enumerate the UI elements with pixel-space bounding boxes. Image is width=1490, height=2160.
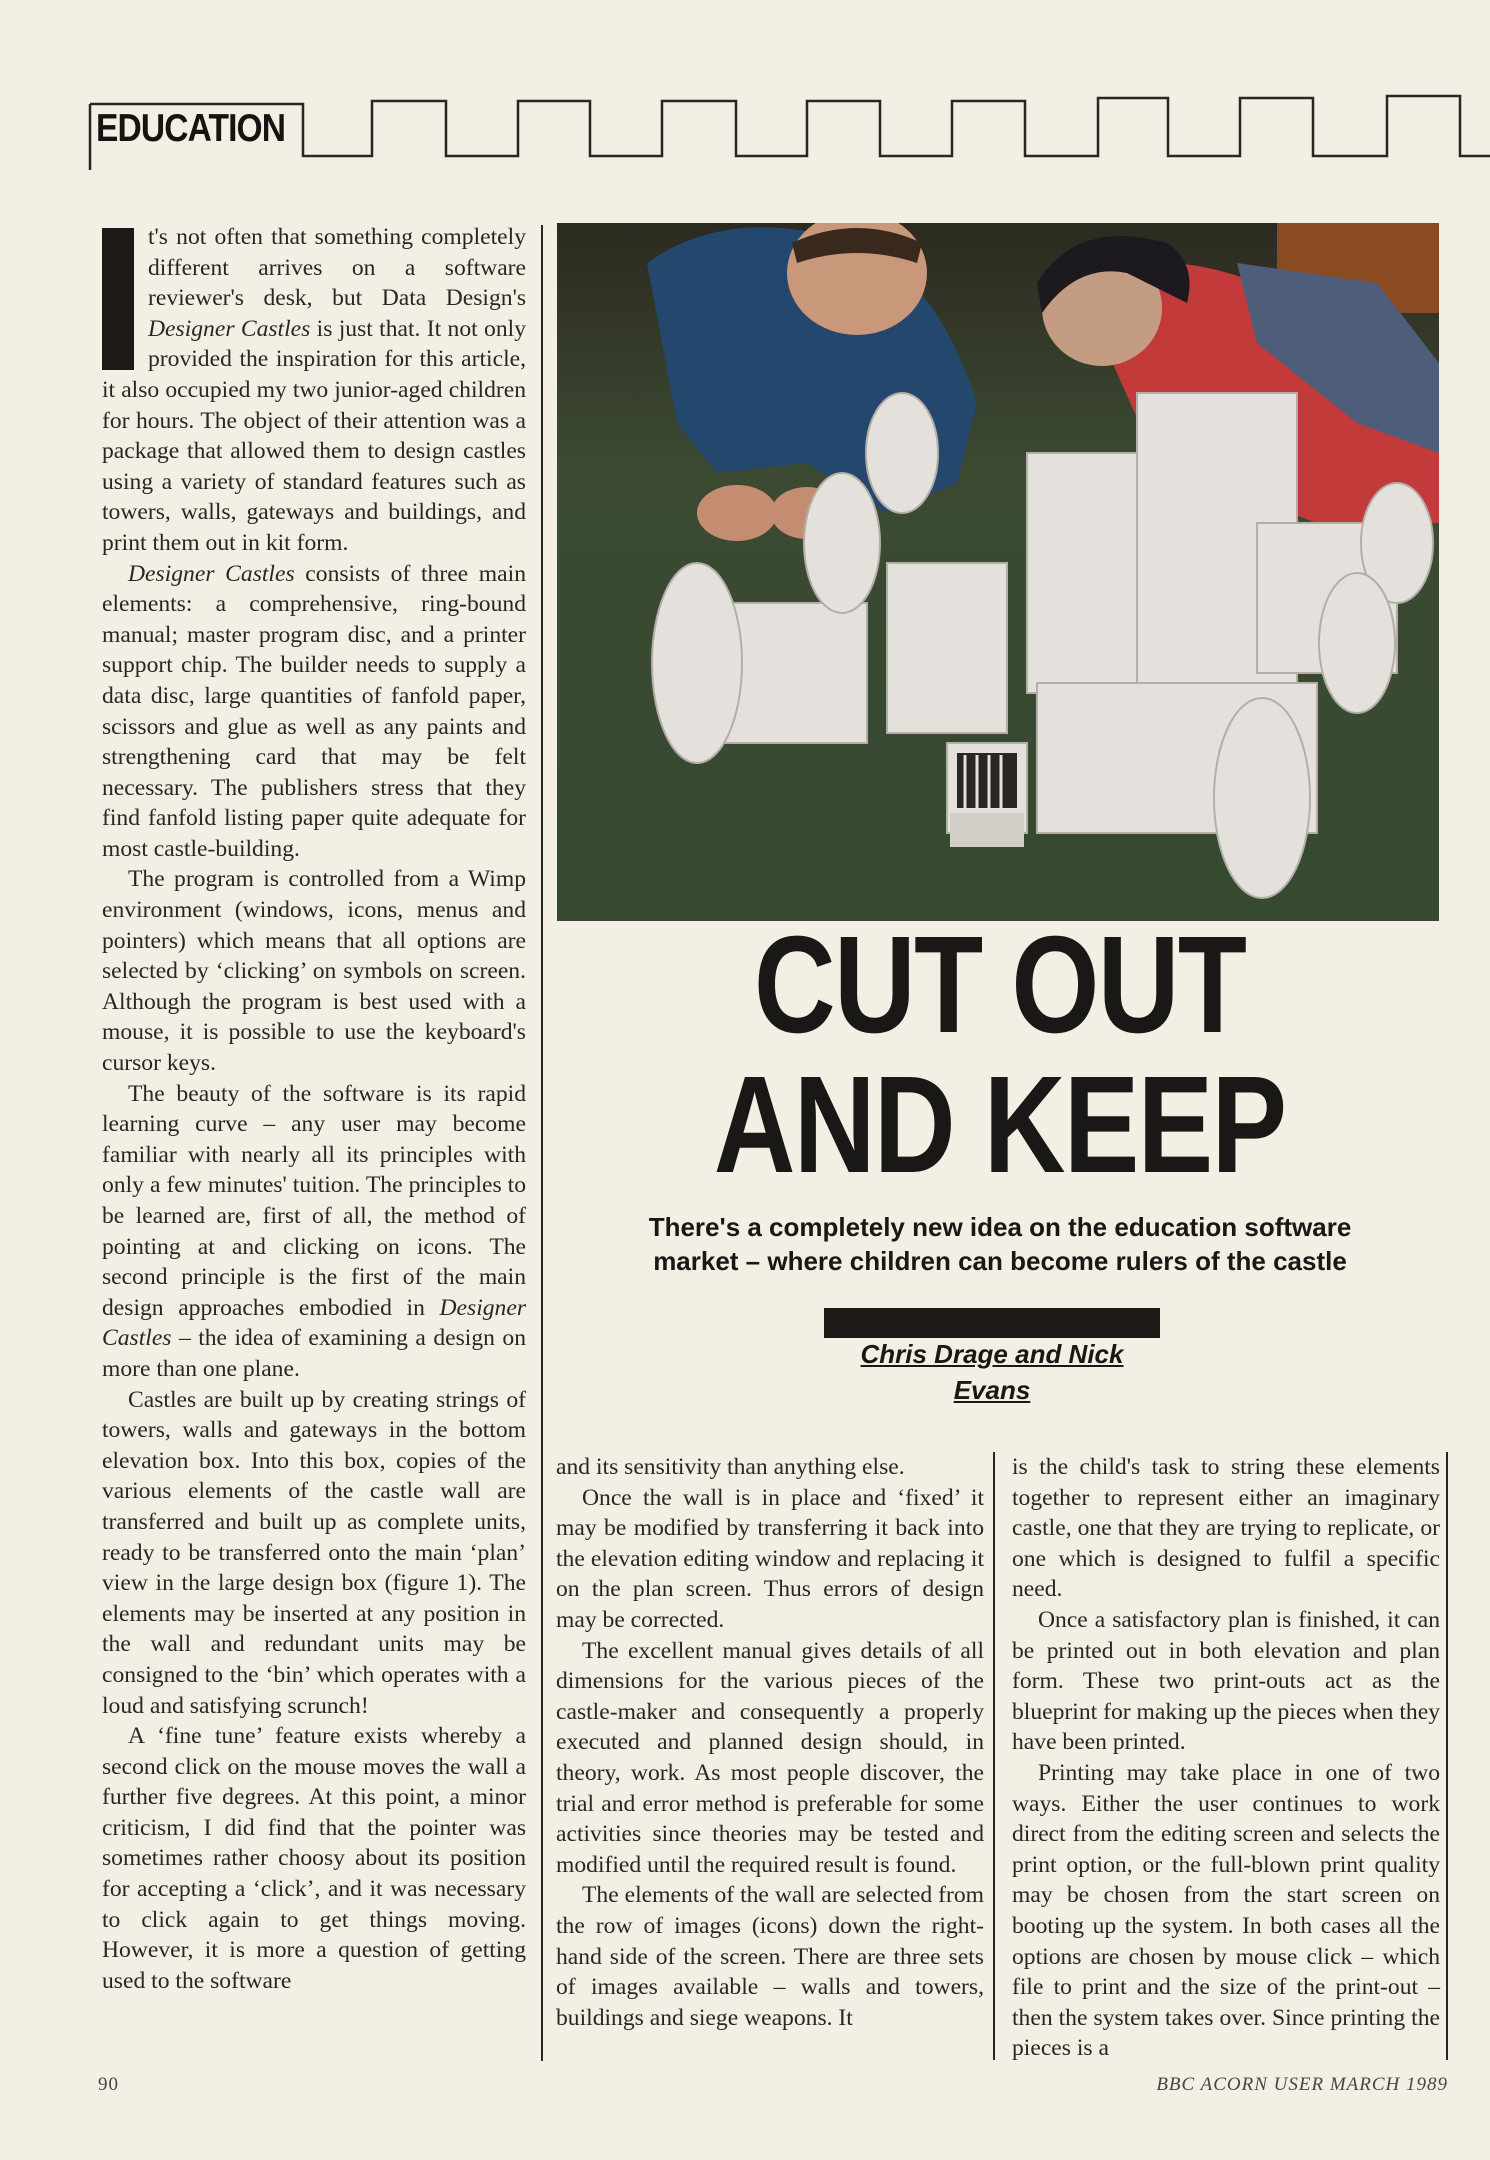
article-column-2 xyxy=(556,1452,984,2033)
paragraph: A ‘fine tune’ feature exists whereby a second click on the mouse moves the wall a further five degrees. At this point, a minor criticism, I did find that the pointer was sometimes rather choosy about its position for accepting a ‘click’, and it was necessary to click again to get things moving. However, it is more a question of getting used to the software xyxy=(102,1723,526,1994)
article-column-1 xyxy=(102,222,526,1996)
standfirst-line: market – where children can become rulers of the castle xyxy=(653,1246,1347,1276)
column-rule-left xyxy=(541,225,543,2061)
column-rule-right xyxy=(1446,1452,1448,2060)
publication-footer: BBC ACORN USER MARCH 1989 xyxy=(1156,2074,1448,2095)
product-title: Designer Castles xyxy=(102,1294,526,1352)
paragraph: The program is controlled from a Wimp environment (windows, icons, menus and pointers) which means that all options are selected by ‘clicking’ on symbols on screen. Although the program is best used with a mouse, it is possible to use the keyboard's cursor keys. xyxy=(102,866,526,1077)
paragraph: Once a satisfactory plan is finished, it can be printed out in both elevation and plan form. These two print-outs act as the blueprint for making up the pieces when they have been printed. xyxy=(1012,1606,1440,1756)
paragraph-text: The beauty of the software is its rapid learning curve – any user may become familiar with nearly all its principles with only a few minutes' tuition. The principles to be learned are, first of all, the method of pointing at and clicking on icons. The second principle is the first of the main design approaches embodied in xyxy=(102,1080,526,1321)
headline-line-1: CUT OUT xyxy=(754,908,1246,1062)
standfirst xyxy=(600,1210,1400,1278)
paragraph xyxy=(102,222,526,559)
page-number: 90 xyxy=(98,2074,119,2095)
paragraph: The excellent manual gives details of all dimensions for the various pieces of the castle-maker and consequently a properly executed and planned design should, in theory, work. As most people discover, the trial and error method is preferable for some activities since theories may be tested and modified until the required result is found. xyxy=(556,1637,984,1878)
paragraph xyxy=(102,559,526,865)
standfirst-line: There's a completely new idea on the education software xyxy=(648,1212,1352,1242)
paragraph-text: is just that. It not only provided the inspiration for this article, it also occupied my two junior-aged children for hours. The object of their attention was a package that allowed them to design castles using a variety of standard features such as towers, walls, gateways and buildings, and print them out in kit form. xyxy=(102,315,526,556)
product-title: Designer Castles xyxy=(128,560,295,587)
castle-model-photo xyxy=(557,223,1439,921)
paragraph: Castles are built up by creating strings of towers, walls and gateways in the bottom elevation box. Into this box, copies of the various elements of the castle wall are transferred and built up as complete units, ready to be transferred onto the main ‘plan’ view in the large design box (figure 1). The elements may be inserted at any position in the wall and redundant units may be consigned to the ‘bin’ which operates with a loud and satisfying scrunch! xyxy=(102,1386,526,1719)
headline-line-2: AND KEEP xyxy=(714,1048,1286,1202)
byline: Chris Drage and Nick Evans xyxy=(860,1339,1124,1405)
column-rule-middle xyxy=(993,1452,995,2060)
paragraph: is the child's task to string these elements together to represent either an imaginary castle, one that they are trying to replicate, or one which is designed to fulfil a specific need. xyxy=(1012,1454,1440,1603)
paragraph: Once the wall is in place and ‘fixed’ it may be modified by transferring it back into the elevation editing window and replacing it on the plan screen. Thus errors of design may be corrected. xyxy=(556,1484,984,1633)
paragraph-text: consists of three main elements: a comprehensive, ring-bound manual; master program disc, and a printer support chip. The builder needs to supply a data disc, large quantities of fanfold paper, scissors and glue as well as any paints and strengthening card that may be felt necessary. The publishers stress that they find fanfold listing paper quite adequate for most castle-building. xyxy=(102,560,526,862)
article-column-3 xyxy=(1012,1452,1440,2064)
paragraph: The elements of the wall are selected from the row of images (icons) down the right-hand side of the screen. There are three sets of images available – walls and towers, buildings and siege weapons. It xyxy=(556,1882,984,2031)
paragraph: Printing may take place in one of two ways. Either the user continues to work direct from the editing screen and selects the print option, or the full-blown print quality may be chosen from the start screen on booting up the system. In both cases all the options are chosen by mouse click – which file to print and the size of the print-out – then the system takes over. Since printing the pieces is a xyxy=(1012,1759,1440,2062)
drop-cap-i xyxy=(102,228,134,370)
paragraph-text: – the idea of examining a design on more than one plane. xyxy=(102,1325,526,1382)
paragraph-text: t's not often that something completely different arrives on a software reviewer's desk, but Data Design's xyxy=(148,224,526,312)
paragraph: and its sensitivity than anything else. xyxy=(556,1454,905,1480)
paragraph xyxy=(102,1079,526,1385)
byline-bar xyxy=(824,1308,1160,1338)
section-label: EDUCATION xyxy=(96,107,286,150)
product-title: Designer Castles xyxy=(148,315,311,342)
